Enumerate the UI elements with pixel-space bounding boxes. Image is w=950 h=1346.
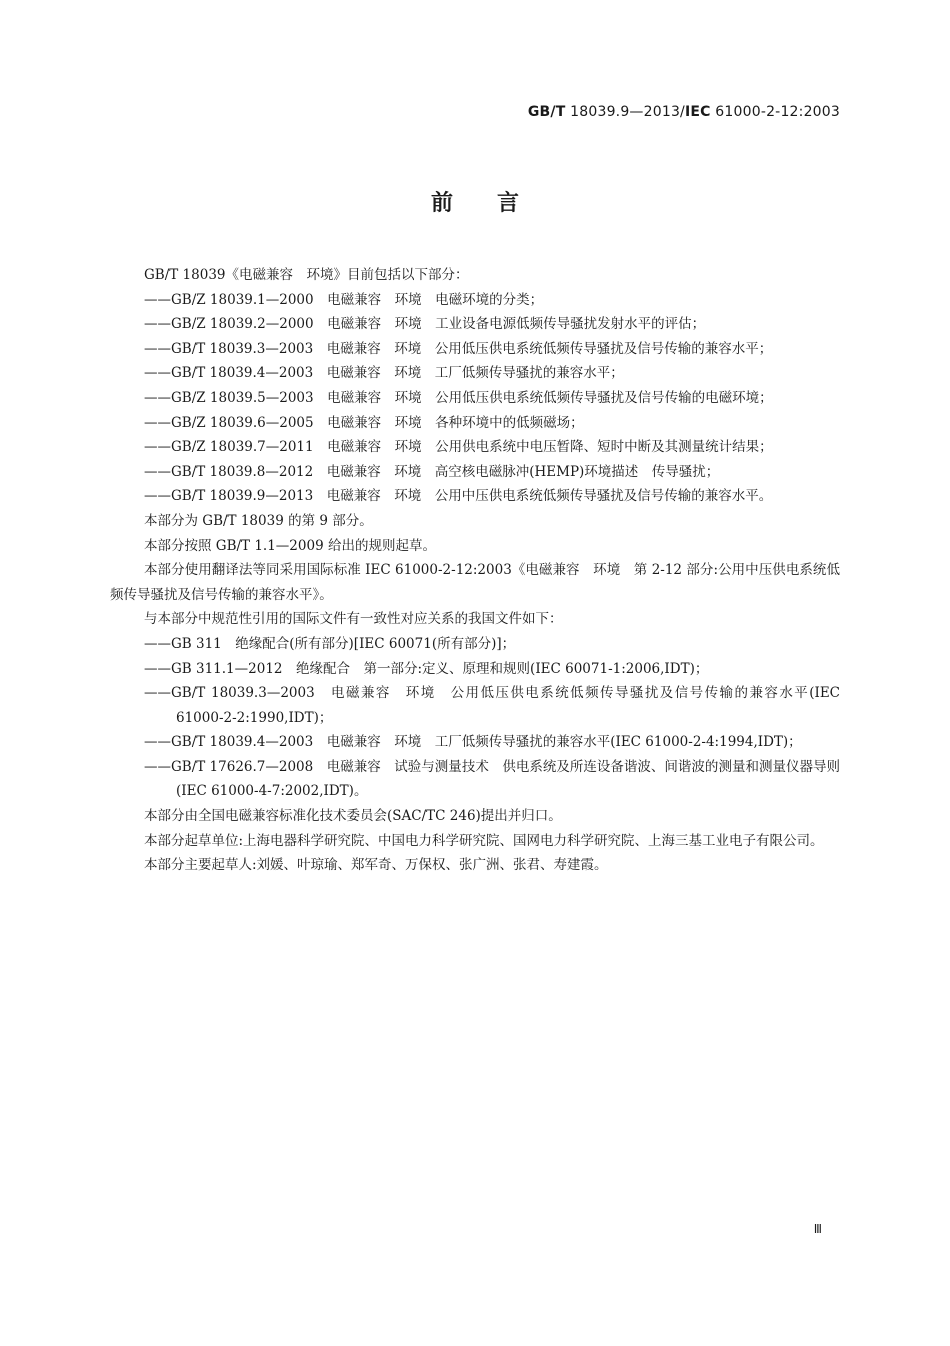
series-part-item: ——GB/T 18039.4—2003 电磁兼容 环境 工厂低频传导骚扰的兼容水平； <box>144 365 624 382</box>
code-number: 18039.9—2013/ <box>565 104 685 120</box>
series-part-item: ——GB/T 18039.8—2012 电磁兼容 环境 高空核电磁脉冲(HEMP)环境描述 传导骚扰； <box>144 463 720 480</box>
page-number: Ⅲ <box>813 1222 822 1236</box>
series-part-item: ——GB/T 18039.3—2003 电磁兼容 环境 公用低压供电系统低频传导骚扰及信号传输的兼容水平； <box>144 340 773 357</box>
references-intro: 与本部分中规范性引用的国际文件有一致性对应关系的我国文件如下： <box>144 611 563 628</box>
drafters-statement: 本部分主要起草人:刘媛、叶琼瑜、郑军奇、万保权、张广洲、张君、寿建霞。 <box>144 857 608 874</box>
code-iec: IEC <box>684 104 711 120</box>
series-part-item: ——GB/Z 18039.5—2003 电磁兼容 环境 公用低压供电系统低频传导骚扰及信号传输的电磁环境； <box>144 389 773 406</box>
series-part-item: ——GB/Z 18039.7—2011 电磁兼容 环境 公用供电系统中电压暂降、短时中断及其测量统计结果； <box>144 439 773 456</box>
reference-item: ——GB/T 18039.4—2003 电磁兼容 环境 工厂低频传导骚扰的兼容水平(IEC 61000-2-4:1994,IDT)； <box>144 734 802 751</box>
drafting-units-statement: 本部分起草单位:上海电器科学研究院、中国电力科学研究院、国网电力科学研究院、上海三基工业电子有限公司。 <box>144 832 824 849</box>
reference-item: ——GB 311.1—2012 绝缘配合 第一部分:定义、原理和规则(IEC 60071-1:2006,IDT)； <box>144 660 709 677</box>
reference-item: ——GB/T 17626.7—2008 电磁兼容 试验与测量技术 供电系统及所连设备谐波、间谐波的测量和测量仪器导则(IEC 61000-4-7:2002,IDT)。 <box>144 758 840 800</box>
series-part-item: ——GB/T 18039.9—2013 电磁兼容 环境 公用中压供电系统低频传导骚扰及信号传输的兼容水平。 <box>144 488 773 505</box>
series-part-item: ——GB/Z 18039.6—2005 电磁兼容 环境 各种环境中的低频磁场； <box>144 414 584 431</box>
committee-statement: 本部分由全国电磁兼容标准化技术委员会(SAC/TC 246)提出并归口。 <box>144 808 562 825</box>
page-title: 前言 <box>430 191 563 216</box>
code-iec-number: 61000-2-12:2003 <box>710 104 840 120</box>
series-part-item: ——GB/Z 18039.2—2000 电磁兼容 环境 工业设备电源低频传导骚扰发射水平的评估； <box>144 316 706 333</box>
foreword-body <box>110 263 840 878</box>
reference-item: ——GB/T 18039.3—2003 电磁兼容 环境 公用低压供电系统低频传导骚扰及信号传输的兼容水平(IEC 61000-2-2:1990,IDT)； <box>144 685 840 726</box>
translation-statement: 本部分使用翻译法等同采用国际标准 IEC 61000-2-12:2003《电磁兼容 环境 第 2-12 部分:公用中压供电系统低频传导骚扰及信号传输的兼容水平》。 <box>110 562 840 603</box>
reference-item: ——GB 311 绝缘配合(所有部分)[IEC 60071(所有部分)]； <box>144 635 516 652</box>
standard-code-header <box>528 104 840 120</box>
part-statement: 本部分为 GB/T 18039 的第 9 部分。 <box>144 512 373 529</box>
code-prefix: GB/T <box>527 104 566 120</box>
drafting-rules-statement: 本部分按照 GB/T 1.1—2009 给出的规则起草。 <box>144 537 436 554</box>
series-part-item: ——GB/Z 18039.1—2000 电磁兼容 环境 电磁环境的分类； <box>144 291 544 308</box>
series-intro: GB/T 18039《电磁兼容 环境》目前包括以下部分： <box>144 267 469 283</box>
